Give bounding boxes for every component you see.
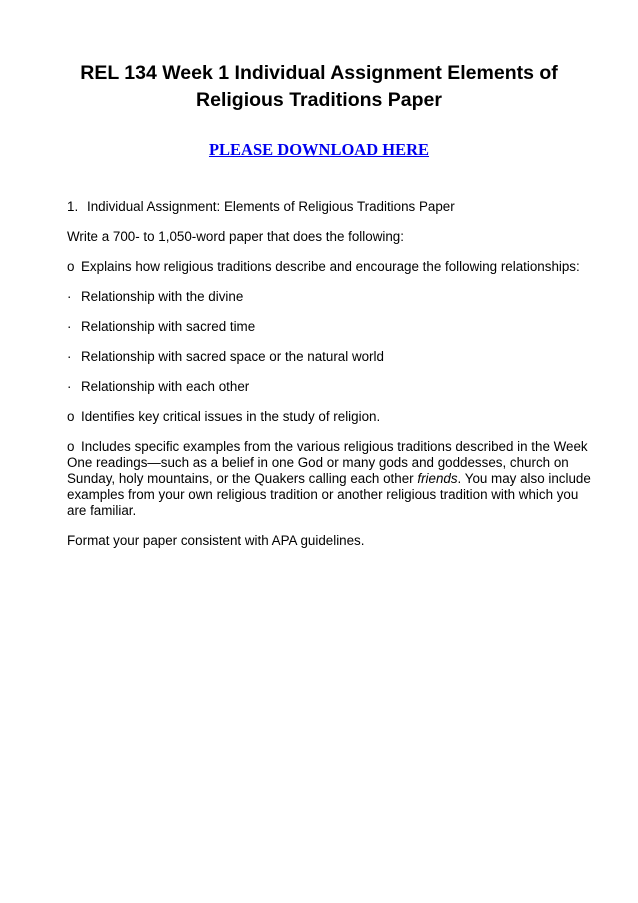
download-link[interactable]: PLEASE DOWNLOAD HERE xyxy=(208,140,430,159)
list-item-text: Identifies key critical issues in the study of religion. xyxy=(81,409,381,424)
bullet-marker: · xyxy=(67,349,72,364)
bullet-text: Relationship with each other xyxy=(81,379,250,394)
list-marker: o xyxy=(67,439,75,454)
list-item xyxy=(67,259,597,275)
document-body xyxy=(67,199,597,563)
closing-paragraph: Format your paper consistent with APA guidelines. xyxy=(67,533,365,548)
list-item-text: Includes specific examples from the various religious traditions described in the Week One readings—such as a belief in one God or many gods and goddesses, church on Sunday, holy mountains, or the Quakers calling each other xyxy=(67,439,588,486)
list-item xyxy=(67,439,597,519)
bullet-item xyxy=(67,289,597,305)
bullet-marker: · xyxy=(67,379,72,394)
list-marker: o xyxy=(67,259,75,274)
bullet-marker: · xyxy=(67,289,72,304)
page-title: REL 134 Week 1 Individual Assignment Elements of Religious Traditions Paper xyxy=(80,62,558,111)
intro-paragraph: Write a 700- to 1,050-word paper that does the following: xyxy=(67,229,404,244)
heading-text: Individual Assignment: Elements of Religious Traditions Paper xyxy=(87,199,455,214)
heading-number: 1. xyxy=(67,199,79,214)
bullet-text: Relationship with sacred space or the natural world xyxy=(81,349,384,364)
download-link-container xyxy=(0,140,638,160)
bullet-item xyxy=(67,349,597,365)
list-item-text-end: . You may also include examples from your own religious tradition or another religious tradition with which you are familiar. xyxy=(67,471,591,518)
list-marker: o xyxy=(67,409,75,424)
list-item-text: Explains how religious traditions describe and encourage the following relationships: xyxy=(81,259,580,274)
bullet-item xyxy=(67,379,597,395)
bullet-text: Relationship with the divine xyxy=(81,289,244,304)
bullet-text: Relationship with sacred time xyxy=(81,319,256,334)
list-item xyxy=(67,409,597,425)
bullet-marker: · xyxy=(67,319,72,334)
list-item-emphasis: friends xyxy=(417,471,458,486)
bullet-item xyxy=(67,319,597,335)
assignment-heading xyxy=(67,199,597,215)
